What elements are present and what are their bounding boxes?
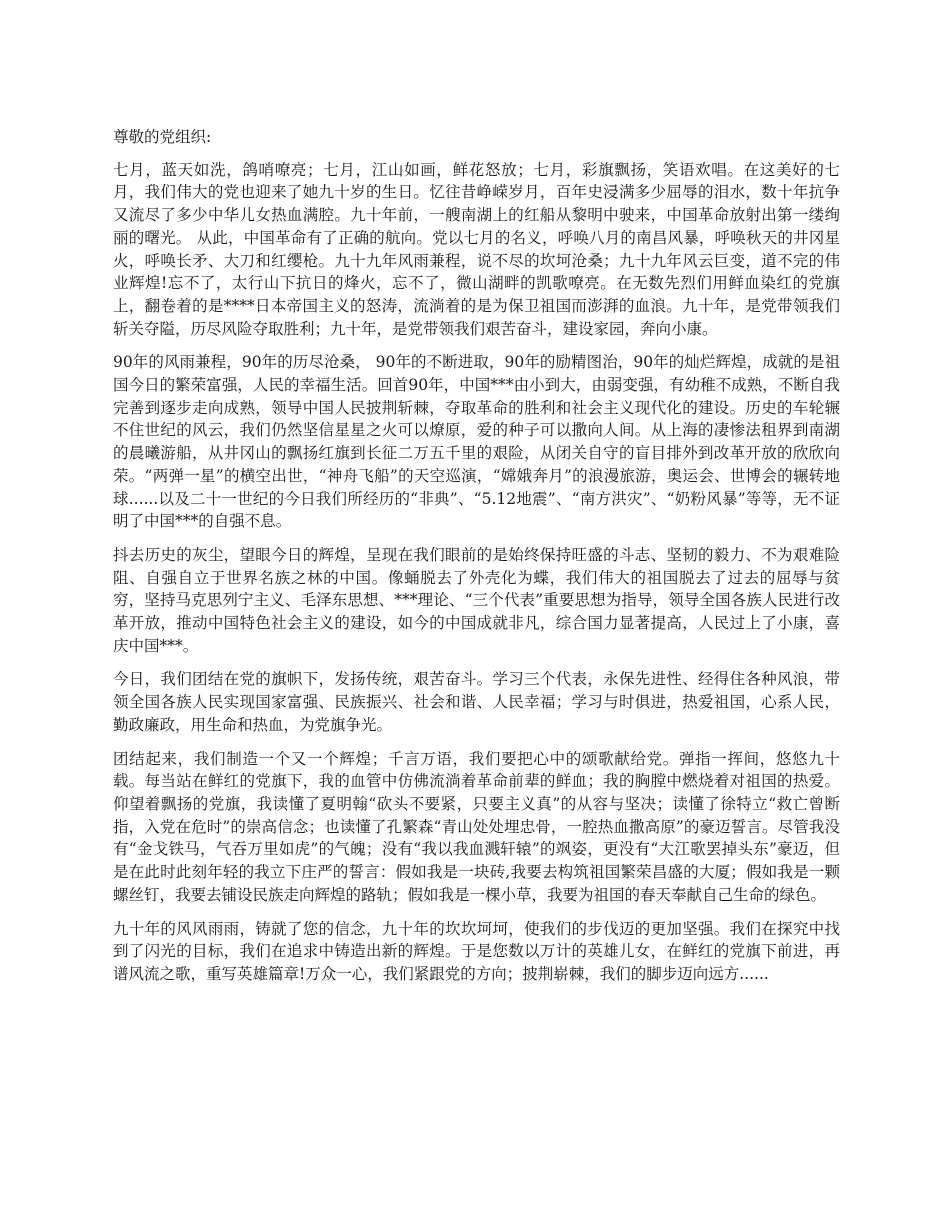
paragraph-1: 七月，蓝天如洗，鸽哨嘹亮；七月，江山如画，鲜花怒放；七月，彩旗飘扬，笑语欢唱。在这美好的七月，我们伟大的党也迎来了她九十岁的生日。忆往昔峥嵘岁月，百年史浸满多少屈辱的泪水，数十年抗争又流尽了多少中华儿女热血满腔。九十年前，一艘南湖上的红船从黎明中驶来，中国革命放射出第一缕绚丽的曙光。 从此，中国革命有了正确的航向。党以七月的名义，呼唤八月的南昌风暴，呼唤秋天的井冈星火，呼唤长矛、大刀和红缨枪。九十九年风雨兼程，说不尽的坎坷沧桑；九十九年风云巨变，道不完的伟业辉煌!忘不了，太行山下抗日的烽火，忘不了，微山湖畔的凯歌嘹亮。在无数先烈们用鲜血染红的党旗上，翻卷着的是****日本帝国主义的怒涛，流淌着的是为保卫祖国而澎湃的血浪。九十年，是党带领我们斩关夺隘，历尽风险夺取胜利；九十年，是党带领我们艰苦奋斗，建设家园，奔向小康。 xyxy=(113,160,840,338)
paragraph-2: 90年的风雨兼程，90年的历尽沧桑， 90年的不断进取，90年的励精图治，90年的灿烂辉煌，成就的是祖国今日的繁荣富强，人民的幸福生活。回首90年，中国***由小到大，由弱变强，有幼稚不成熟，不断自我完善到逐步走向成熟，领导中国人民披荆斩棘，夺取革命的胜利和社会主义现代化的建设。历史的车轮辗不住世纪的风云，我们仍然坚信星星之火可以燎原，爱的种子可以撒向人间。从上海的凄惨法租界到南湖的晨曦游船，从井冈山的飘扬红旗到长征二万五千里的艰险，从闭关自守的盲目排外到改革开放的欣欣向荣。“两弹一星”的横空出世，“神舟飞船”的天空巡演，“嫦娥奔月”的浪漫旅游，奥运会、世博会的辗转地球......以及二十一世纪的今日我们所经历的“非典”、“5.12地震”、“南方洪灾”、“奶粉风暴”等等，无不证明了中国***的自强不息。 xyxy=(113,353,840,531)
paragraph-3: 抖去历史的灰尘，望眼今日的辉煌，呈现在我们眼前的是始终保持旺盛的斗志、坚韧的毅力、不为艰难险阻、自强自立于世界名族之林的中国。像蛹脱去了外壳化为蝶，我们伟大的祖国脱去了过去的屈辱与贫穷，坚持马克思列宁主义、毛泽东思想、***理论、“三个代表”重要思想为指导，领导全国各族人民进行改革开放，推动中国特色社会主义的建设，如今的中国成就非凡，综合国力显著提高，人民过上了小康，喜庆中国***。 xyxy=(113,545,840,655)
document-body xyxy=(113,126,840,997)
paragraph-4: 今日，我们团结在党的旗帜下，发扬传统，艰苦奋斗。学习三个代表，永保先进性、经得住各种风浪，带领全国各族人民实现国家富强、民族振兴、社会和谐、人民幸福；学习与时俱进，热爱祖国，心系人民，勤政廉政，用生命和热血，为党旗争光。 xyxy=(113,670,840,734)
paragraph-6: 九十年的风风雨雨，铸就了您的信念，九十年的坎坎坷坷，使我们的步伐迈的更加坚强。我们在探究中找到了闪光的目标，我们在追求中铸造出新的辉煌。于是您数以万计的英雄儿女，在鲜红的党旗下前进，再谱风流之歌，重写英雄篇章!万众一心，我们紧跟党的方向；披荆崭棘，我们的脚步迈向远方...... xyxy=(113,919,840,983)
salutation: 尊敬的党组织: xyxy=(113,128,212,146)
paragraph-5: 团结起来，我们制造一个又一个辉煌；千言万语，我们要把心中的颂歌献给党。弹指一挥间，悠悠九十载。每当站在鲜红的党旗下，我的血管中仿佛流淌着革命前辈的鲜血；我的胸膛中燃烧着对祖国的热爱。仰望着飘扬的党旗，我读懂了夏明翰“砍头不要紧，只要主义真”的从容与坚决；读懂了徐特立“救亡曾断指，入党在危时”的崇高信念；也读懂了孔繁森“青山处处埋忠骨，一腔热血撒高原”的豪迈誓言。尽管我没有“金戈铁马，气吞万里如虎”的气魄；没有“我以我血溅轩辕”的飒姿，更没有“大江歌罢掉头东”豪迈，但是在此时此刻年轻的我立下庄严的誓言：假如我是一块砖,我要去构筑祖国繁荣昌盛的大厦；假如我是一颗螺丝钉，我要去铺设民族走向辉煌的路轨；假如我是一棵小草，我要为祖国的春天奉献自己生命的绿色。 xyxy=(113,749,840,904)
